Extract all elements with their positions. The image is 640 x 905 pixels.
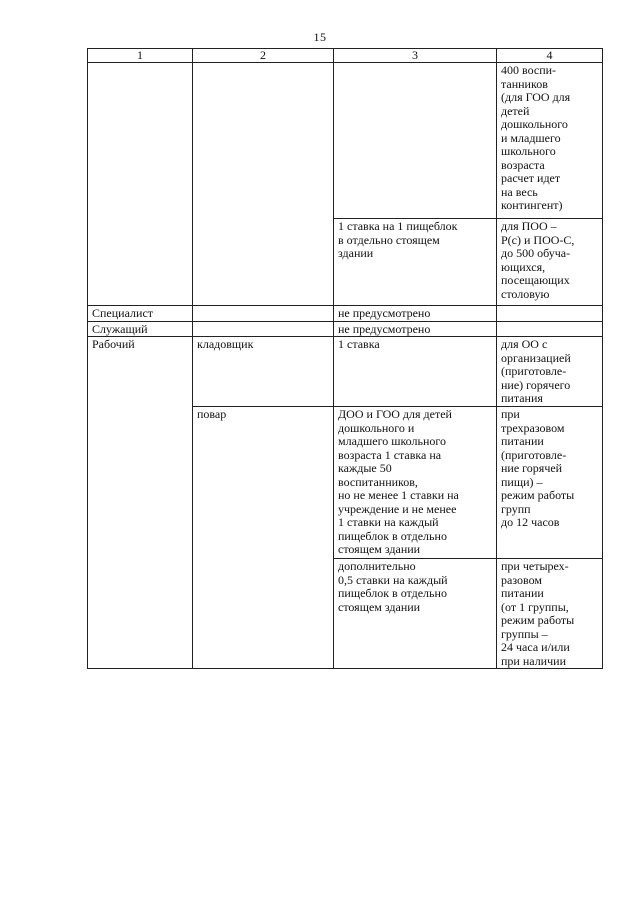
cell-text: Рабочий (92, 337, 135, 351)
header-cell: 1 (88, 49, 193, 63)
cell-text: не предусмотрено (338, 321, 431, 336)
table-row (88, 63, 603, 219)
cell-text: кладовщик (197, 337, 254, 351)
cell-text: 1 ставка (338, 337, 380, 351)
table-cell (334, 407, 497, 559)
cell-text: 400 воспи- танников (для ГОО для детей дошкольного и младшего школьного возраста расчет идет на весь контингент) (501, 63, 571, 212)
cell-text: для ОО с организацией (приготовле- ние) горячего питания (501, 337, 571, 405)
table-row (88, 321, 603, 337)
table-cell (88, 63, 193, 306)
cell-text: ДОО и ГОО для детей дошкольного и младшего школьного возраста 1 ставка на каждые 50 воспитанников, но не менее 1 ставки на учреждение и не менее 1 ставки на каждый пищеблок в отдельно стоящем здании (338, 407, 459, 556)
table-cell (193, 63, 334, 306)
cell-text: при трехразовом питании (приготовле- ние горячей пищи) – режим работы групп до 12 часов (501, 407, 575, 529)
table-cell (497, 407, 603, 559)
table-cell (193, 306, 334, 322)
table-row (88, 306, 603, 322)
table-cell (497, 306, 603, 322)
table-cell (193, 321, 334, 337)
table-cell (334, 337, 497, 407)
cell-text: Специалист (92, 306, 154, 320)
table-cell (334, 559, 497, 669)
table-cell (88, 337, 193, 669)
table-cell (193, 407, 334, 669)
cell-text: 1 ставка на 1 пищеблок в отдельно стоящем здании (338, 219, 458, 260)
table-cell (497, 559, 603, 669)
table-cell (497, 219, 603, 306)
header-cell: 2 (193, 49, 334, 63)
table-header-row (88, 49, 603, 63)
table-cell (334, 306, 497, 322)
staffing-table (87, 48, 603, 669)
cell-text: дополнительно 0,5 ставки на каждый пищеблок в отдельно стоящем здании (338, 559, 448, 614)
cell-text: не предусмотрено (338, 306, 431, 320)
table-cell (334, 63, 497, 219)
cell-text: при четырех- разовом питании (от 1 группы, режим работы группы – 24 часа и/или при наличии (501, 559, 575, 668)
table-cell (497, 63, 603, 219)
header-cell: 3 (334, 49, 497, 63)
header-cell: 4 (497, 49, 603, 63)
cell-text: Служащий (92, 321, 148, 336)
table-cell (497, 337, 603, 407)
table-cell (334, 321, 497, 337)
table-row (88, 337, 603, 407)
table-cell (193, 337, 334, 407)
cell-text: повар (197, 407, 227, 421)
table-cell (88, 321, 193, 337)
page-number: 15 (313, 30, 327, 44)
cell-text: для ПОО – Р(с) и ПОО-С, до 500 обуча- ющихся, посещающих столовую (501, 219, 575, 301)
table-cell (334, 219, 497, 306)
table-cell (88, 306, 193, 322)
table-cell (497, 321, 603, 337)
